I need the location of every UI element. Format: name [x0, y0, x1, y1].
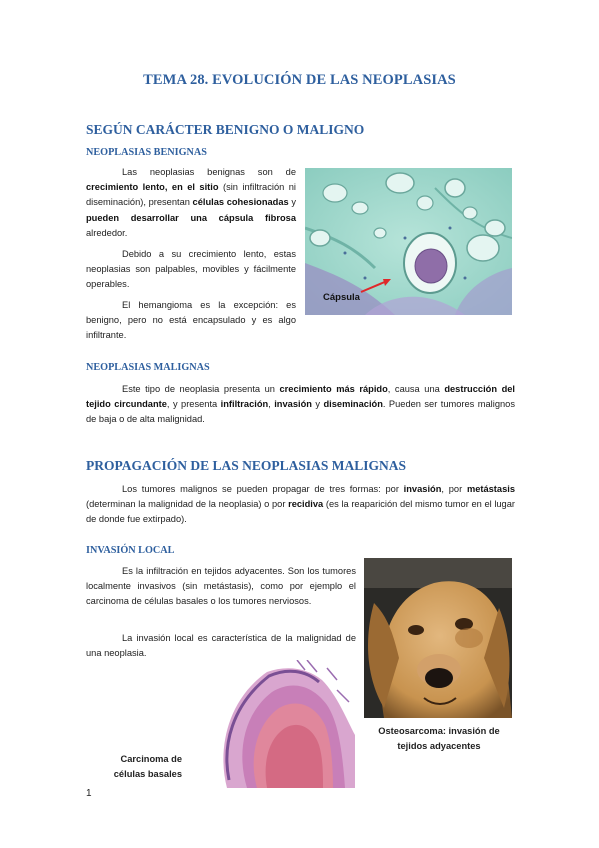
histology-caption: Carcinoma de células basales: [113, 754, 182, 779]
subheading-invasion-local: INVASIÓN LOCAL: [86, 545, 175, 556]
paragraph-invasion-1: Es la infiltración en tejidos adyacentes. Son los tumores localmente invasivos (sin metástasis), como por ejemplo el carcinoma de células basales o los tumores nerviosos.: [86, 566, 356, 607]
paragraph-invasion-2: La invasión local es característica de la malignidad de una neoplasia.: [86, 633, 356, 659]
paragraph-benignas-1: Las neoplasias benignas son de crecimiento lento, en el sitio (sin infiltración ni diseminación), presentan células cohesionadas y pueden desarrollar una cápsula fibrosa alrededor.: [86, 167, 296, 238]
paragraph-benignas-2: Debido a su crecimiento lento, estas neoplasias son palpables, movibles y fácilmente operables.: [86, 249, 296, 290]
basal-cell-histology-image: [187, 660, 355, 788]
osteosarcoma-dog-photo: [364, 558, 512, 718]
subheading-benignas: NEOPLASIAS BENIGNAS: [86, 147, 207, 158]
section-heading-propagacion: PROPAGACIÓN DE LAS NEOPLASIAS MALIGNAS: [86, 458, 407, 473]
dog-caption: Osteosarcoma: invasión de tejidos adyacentes: [378, 726, 500, 751]
capsule-label: Cápsula: [323, 292, 360, 303]
capsule-histology-image: [305, 168, 512, 315]
page-title: TEMA 28. EVOLUCIÓN DE LAS NEOPLASIAS: [143, 72, 456, 88]
paragraph-malignas: Este tipo de neoplasia presenta un crecimiento más rápido, causa una destrucción del tejido circundante, y presenta infiltración, invasión y diseminación. Pueden ser tumores malignos de baja o de alta malignidad.: [86, 384, 515, 425]
subheading-malignas: NEOPLASIAS MALIGNAS: [86, 362, 210, 373]
section-heading-caracter: SEGÚN CARÁCTER BENIGNO O MALIGNO: [86, 122, 365, 137]
paragraph-benignas-3: El hemangioma es la excepción: es benigno, pero no está encapsulado y es algo infiltrante.: [86, 300, 296, 341]
page-number: 1: [86, 788, 92, 799]
paragraph-propagacion: Los tumores malignos se pueden propagar de tres formas: por invasión, por metástasis (determinan la malignidad de la neoplasia) o por recidiva (es la reaparición del mismo tumor en el lugar de donde fue extirpado).: [86, 484, 516, 525]
